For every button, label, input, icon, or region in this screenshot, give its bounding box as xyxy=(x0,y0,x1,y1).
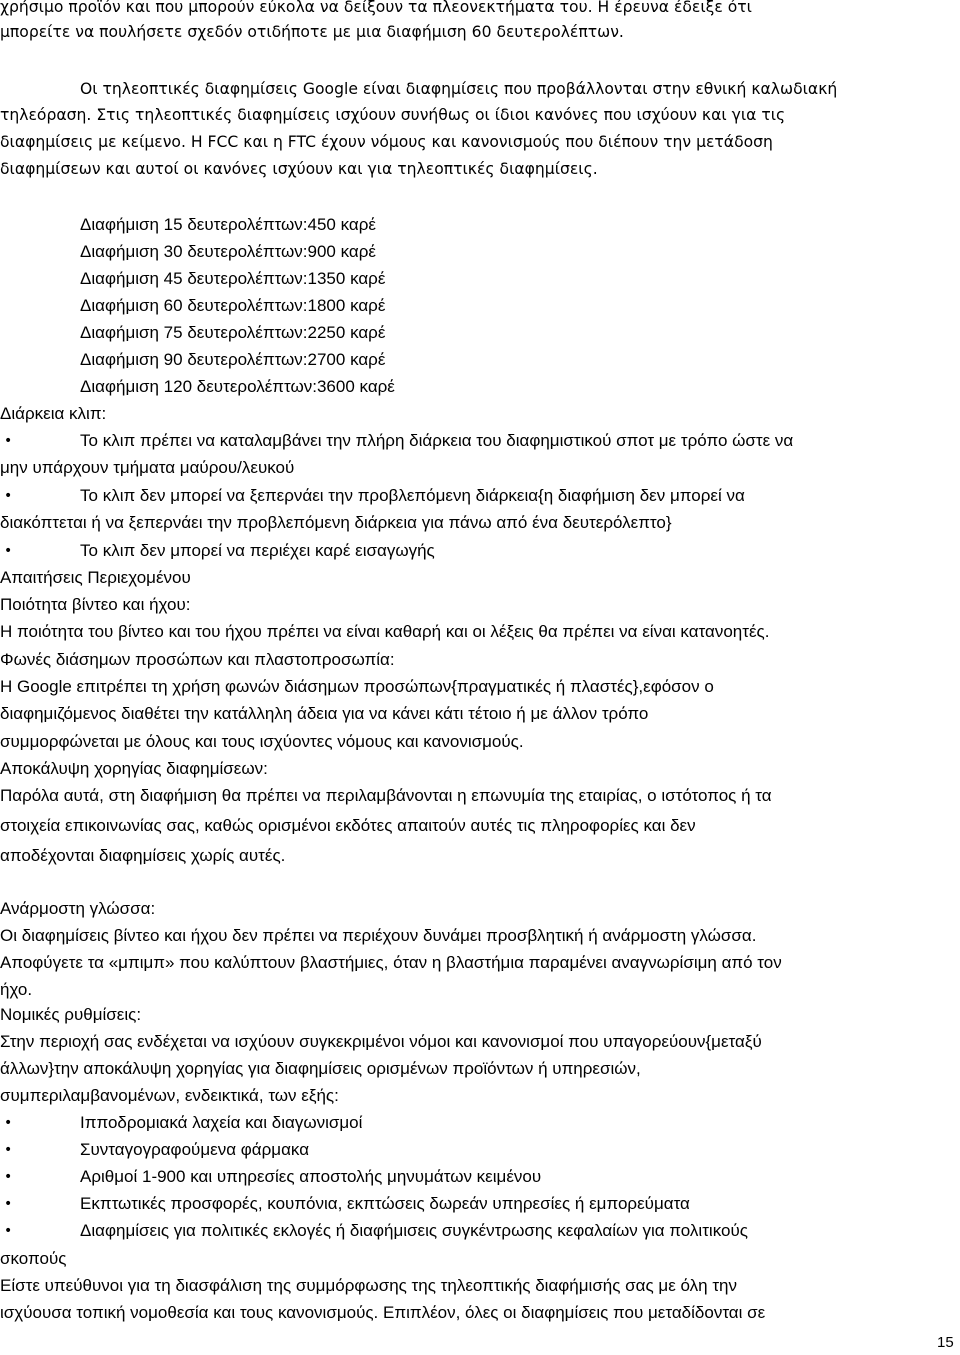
quality-heading: Ποιότητα βίντεο και ήχου: xyxy=(0,595,191,614)
duration-item: Διαφήμιση 75 δευτερολέπτων:2250 καρέ xyxy=(80,323,386,342)
sponsor-text-line: αποδέχονται διαφημίσεις χωρίς αυτές. xyxy=(0,846,286,865)
clip-bullet-text: Το κλιπ δεν μπορεί να περιέχει καρέ εισαγωγής xyxy=(80,541,435,560)
legal-bullet-text: Συνταγογραφούμενα φάρμακα xyxy=(80,1140,310,1159)
bullet-icon: • xyxy=(4,488,13,504)
content-heading: Απαιτήσεις Περιεχομένου xyxy=(0,568,191,587)
duration-item: Διαφήμιση 120 δευτερολέπτων:3600 καρέ xyxy=(80,377,395,396)
bullet-icon: • xyxy=(4,433,13,449)
language-text-line: ήχο. xyxy=(0,980,33,999)
clip-bullet-continuation: μην υπάρχουν τμήματα μαύρου/λευκού xyxy=(0,458,295,477)
duration-item: Διαφήμιση 60 δευτερολέπτων:1800 καρέ xyxy=(80,296,386,315)
sponsor-text-line: Παρόλα αυτά, στη διαφήμιση θα πρέπει να περιλαμβάνονται η επωνυμία της εταιρίας, ο ιστότοπος ή τα xyxy=(0,786,772,805)
bullet-icon: • xyxy=(4,1196,13,1212)
legal-heading: Νομικές ρυθμίσεις: xyxy=(0,1005,142,1024)
legal-bullet-text: Εκπτωτικές προσφορές, κουπόνια, εκπτώσεις δωρεάν υπηρεσίες ή εμπορεύματα xyxy=(80,1194,690,1213)
bullet-icon: • xyxy=(4,1115,13,1131)
bullet-icon: • xyxy=(4,1142,13,1158)
legal-bullet-text: Ιπποδρομιακά λαχεία και διαγωνισμοί xyxy=(80,1113,363,1132)
sponsor-heading: Αποκάλυψη χορηγίας διαφημίσεων: xyxy=(0,759,268,778)
duration-item: Διαφήμιση 90 δευτερολέπτων:2700 καρέ xyxy=(80,350,386,369)
clip-heading: Διάρκεια κλιπ: xyxy=(0,404,107,423)
voices-text-line: διαφημιζόμενος διαθέτει την κατάλληλη άδεια για να κάνει κάτι τέτοιο ή με άλλον τρόπο xyxy=(0,704,649,723)
language-text-line: Αποφύγετε τα «μπιμπ» που καλύπτουν βλαστήμιες, όταν η βλαστήμια παραμένει αναγνωρίσιμη από τον xyxy=(0,953,782,972)
tv-paragraph-line: Οι τηλεοπτικές διαφημίσεις Google είναι διαφημίσεις που προβάλλονται στην εθνική καλωδιακή xyxy=(80,80,838,98)
legal-bullet-continuation: σκοπούς xyxy=(0,1249,67,1268)
sponsor-text-line: στοιχεία επικοινωνίας σας, καθώς ορισμένοι εκδότες απαιτούν αυτές τις πληροφορίες και δεν xyxy=(0,816,696,835)
tv-paragraph-line: τηλεόραση. Στις τηλεοπτικές διαφημίσεις ισχύουν συνήθως οι ίδιοι κανόνες που ισχύουν και για τις xyxy=(0,106,786,124)
legal-text-line: άλλων}την αποκάλυψη χορηγίας για διαφημίσεις ορισμένων προϊόντων ή υπηρεσιών, xyxy=(0,1059,641,1078)
language-heading: Ανάρμοστη γλώσσα: xyxy=(0,899,156,918)
duration-item: Διαφήμιση 30 δευτερολέπτων:900 καρέ xyxy=(80,242,376,261)
quality-text: Η ποιότητα του βίντεο και του ήχου πρέπει να είναι καθαρή και οι λέξεις θα πρέπει να είναι κατανοητές. xyxy=(0,622,770,641)
voices-text-line: συμμορφώνεται με όλους και τους ισχύοντες νόμους και κανονισμούς. xyxy=(0,732,524,751)
intro-line: χρήσιμο προϊόν και που μπορούν εύκολα να δείξουν τα πλεονεκτήματα του. Η έρευνα έδειξε ότι xyxy=(0,0,752,16)
clip-bullet-text: Το κλιπ πρέπει να καταλαμβάνει την πλήρη διάρκεια του διαφημιστικού σποτ με τρόπο ώστε να xyxy=(80,431,794,450)
legal-bullet-text: Διαφημίσεις για πολιτικές εκλογές ή διαφήμισεις συγκέντρωσης κεφαλαίων για πολιτικούς xyxy=(80,1221,748,1240)
closing-text-line: Είστε υπεύθυνοι για τη διασφάλιση της συμμόρφωσης της τηλεοπτικής διαφήμισής σας με όλη την xyxy=(0,1276,737,1295)
duration-item: Διαφήμιση 15 δευτερολέπτων:450 καρέ xyxy=(80,215,376,234)
clip-bullet-continuation: διακόπτεται ή να ξεπερνάει την προβλεπόμενη διάρκεια για πάνω από ένα δευτερόλεπτο} xyxy=(0,513,672,532)
legal-bullet-text: Αριθμοί 1-900 και υπηρεσίες αποστολής μηνυμάτων κειμένου xyxy=(80,1167,542,1186)
duration-item: Διαφήμιση 45 δευτερολέπτων:1350 καρέ xyxy=(80,269,386,288)
bullet-icon: • xyxy=(4,1169,13,1185)
legal-text-line: Στην περιοχή σας ενδέχεται να ισχύουν συγκεκριμένοι νόμοι και κανονισμοί που υπαγορεύουν{μεταξύ xyxy=(0,1032,762,1051)
voices-text-line: Η Google επιτρέπει τη χρήση φωνών διάσημων προσώπων{πραγματικές ή πλαστές},εφόσον ο xyxy=(0,677,714,696)
intro-line: μπορείτε να πουλήσετε σχεδόν οτιδήποτε με μια διαφήμιση 60 δευτερολέπτων. xyxy=(0,23,624,41)
page-number: 15 xyxy=(937,1334,954,1351)
legal-text-line: συμπεριλαμβανομένων, ενδεικτικά, των εξής: xyxy=(0,1086,339,1105)
tv-paragraph-line: διαφημίσεων και αυτοί οι κανόνες ισχύουν και για τηλεοπτικές διαφημίσεις. xyxy=(0,160,598,178)
language-text-line: Οι διαφημίσεις βίντεο και ήχου δεν πρέπει να περιέχουν δυνάμει προσβλητική ή ανάρμοστη γλώσσα. xyxy=(0,926,757,945)
bullet-icon: • xyxy=(4,543,13,559)
closing-text-line: ισχύουσα τοπική νομοθεσία και τους κανονισμούς. Επιπλέον, όλες οι διαφημίσεις που μεταδίδονται σε xyxy=(0,1303,766,1322)
bullet-icon: • xyxy=(4,1223,13,1239)
tv-paragraph-line: διαφημίσεις με κείμενο. Η FCC και η FTC έχουν νόμους και κανονισμούς που διέπουν την μετάδοση xyxy=(0,133,773,151)
voices-heading: Φωνές διάσημων προσώπων και πλαστοπροσωπία: xyxy=(0,650,395,669)
clip-bullet-text: Το κλιπ δεν μπορεί να ξεπερνάει την προβλεπόμενη διάρκεια{η διαφήμιση δεν μπορεί να xyxy=(80,486,745,505)
